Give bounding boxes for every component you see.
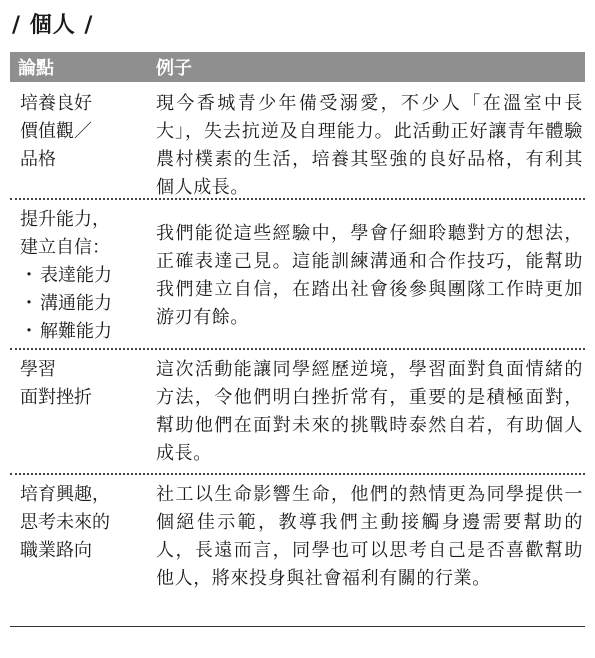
point-cell [10, 206, 150, 348]
table-row [10, 350, 585, 475]
example-cell: 我們能從這些經驗中，學會仔細聆聽對方的想法，正確表達己見。這能訓練溝通和合作技巧，能幫助我們建立自信，在踏出社會後參與團隊工作時更加游刃有餘。 [156, 223, 583, 328]
bullet-item: ・ 解難能力 [20, 318, 150, 346]
page-heading: / 個人 / [12, 13, 94, 38]
point-line: 職業路向 [20, 540, 92, 561]
example-cell: 現今香城青少年備受溺愛，不少人「在溫室中長大」，失去抗逆及自理能力。此活動正好讓青年體驗農村樸素的生活，培養其堅強的良好品格，有利其個人成長。 [156, 93, 583, 198]
example-cell: 這次活動能讓同學經歷逆境，學習面對負面情緒的方法，令他們明白挫折常有，重要的是積極面對，幫助他們在面對未來的挑戰時泰然自若，有助個人成長。 [156, 359, 583, 464]
table-row [10, 475, 585, 627]
bullet-item: ・ 溝通能力 [20, 290, 150, 318]
table-row [10, 200, 585, 350]
point-line: 學習 [20, 359, 56, 380]
point-line: 價值觀／ [20, 121, 92, 142]
point-line: 建立自信： [20, 237, 110, 258]
point-cell [10, 90, 150, 198]
bullet-item: ・ 表達能力 [20, 262, 150, 290]
header-point: 論點 [18, 58, 54, 79]
table-row [10, 82, 585, 200]
point-line: 面對挫折 [20, 387, 92, 408]
point-line: 品格 [20, 149, 56, 170]
point-line: 提升能力， [20, 209, 110, 230]
point-line: 思考未來的 [20, 512, 110, 533]
argument-table [10, 52, 585, 627]
point-cell [10, 481, 150, 626]
example-cell: 社工以生命影響生命，他們的熱情更為同學提供一個絕佳示範，教導我們主動接觸身邊需要幫助的人，長遠而言，同學也可以思考自己是否喜歡幫助他人，將來投身與社會福利有關的行業。 [156, 484, 583, 589]
table-header [10, 52, 585, 82]
header-example: 例子 [156, 58, 192, 79]
point-cell [10, 356, 150, 473]
point-line: 培養良好 [20, 93, 92, 114]
point-line: 培育興趣， [20, 484, 110, 505]
